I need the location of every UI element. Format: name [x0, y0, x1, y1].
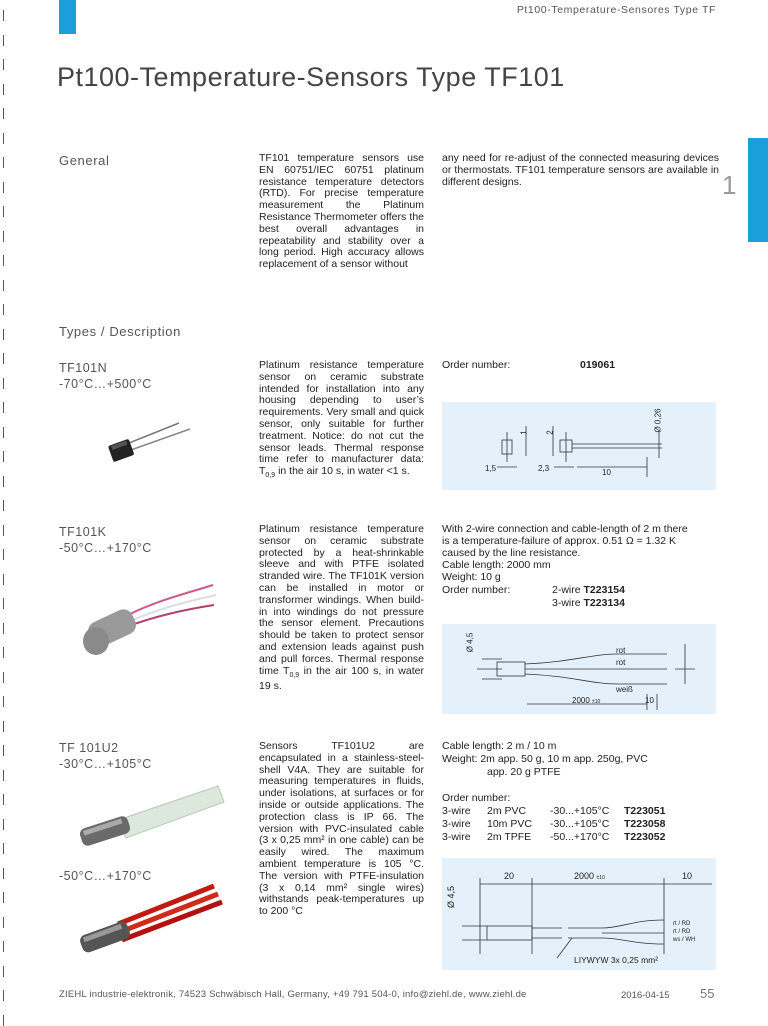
tf101k-sensor-photo [78, 575, 218, 665]
tf101u2-order-len: 2m TPFE [487, 831, 532, 843]
tf101u2-pvc-sensor-photo [78, 780, 228, 850]
tf101u2-order-len: 2m PVC [487, 805, 527, 817]
tf101u2-wire-rd-1: rt / RD [673, 921, 691, 927]
margin-tick [3, 500, 4, 511]
tf101k-info-line-1: With 2-wire connection and cable-length of 2 m there [442, 523, 688, 535]
margin-tick [3, 843, 4, 854]
margin-tick [3, 770, 4, 781]
margin-tick [3, 917, 4, 928]
tf101u2-weight-2: app. 20 g PTFE [487, 766, 561, 778]
margin-tick [3, 451, 4, 462]
margin-tick [3, 10, 4, 21]
tf101u2-wire-rd-2: rt / RD [673, 929, 691, 935]
tf101u2-dim-diameter: Ø 4,5 [446, 885, 457, 909]
tf101u2-dim-a: 20 [504, 871, 515, 881]
margin-tick [3, 892, 4, 903]
tf101n-order-label: Order number: [442, 359, 511, 371]
chapter-side-tab [748, 138, 768, 242]
margin-tick [3, 353, 4, 364]
tf101k-dim-tail: 10 [645, 696, 654, 705]
footer-date: 2016-04-15 [621, 990, 670, 1001]
tf101u2-order-code: T223058 [624, 818, 666, 830]
tf101k-info-line-3: caused by the line resistance. [442, 547, 581, 559]
tf101n-range: -70°C…+500°C [59, 377, 152, 391]
margin-tick [3, 647, 4, 658]
margin-tick [3, 206, 4, 217]
tf101k-dim-diameter: Ø 4,5 [465, 632, 475, 653]
margin-tick [3, 1015, 4, 1026]
margin-tick [3, 133, 4, 144]
margin-tick [3, 182, 4, 193]
tf101u2-order-len: 10m PVC [487, 818, 532, 830]
tf101u2-cable-length: Cable length: 2 m / 10 m [442, 740, 557, 752]
margin-tick [3, 794, 4, 805]
tf101u2-dim-c: 10 [682, 871, 693, 881]
tf101n-dim-6: Ø 0,26 [653, 408, 663, 433]
margin-tick [3, 378, 4, 389]
tf101n-name: TF101N [59, 361, 108, 375]
tf101u2-ptfe-sensor-photo [78, 880, 228, 955]
tf101u2-weight-1: Weight: 2m app. 50 g, 10 m app. 250g, PVC [442, 753, 648, 765]
general-text-col2: any need for re-adjust of the connected measuring devices or thermostats. TF101 temperature sensors are available in different designs. [442, 152, 719, 188]
tf101k-name: TF101K [59, 525, 107, 539]
tf101u2-dimension-drawing [442, 858, 716, 970]
tf101n-sensor-photo [104, 415, 194, 470]
running-header: Pt100-Temperature-Sensores Type TF [516, 4, 716, 16]
general-text-col1: TF101 temperature sensors use EN 60751/IEC 60751 platinum resistance temperature detectors (RTD). For precise temperature measurement the Platinum Resistance Thermometer offers the best overall advantages in repeatability and stability over a long period. High accuracy allows replacement of a sensor without [259, 152, 424, 271]
tf101u2-wire-wh: ws / WH [673, 937, 696, 943]
margin-tick [3, 427, 4, 438]
margin-tick [3, 476, 4, 487]
footer-company: ZIEHL industrie-elektronik, 74523 Schwäbisch Hall, Germany, +49 791 504-0, info@ziehl.de, www.ziehl.de [59, 989, 527, 1000]
tf101u2-order-range: -50...+170°C [550, 831, 610, 843]
margin-tick [3, 329, 4, 340]
margin-tick [3, 721, 4, 732]
tf101k-wire-3: weiß [616, 685, 633, 694]
tf101u2-order-code: T223051 [624, 805, 666, 817]
general-heading: General [59, 153, 110, 168]
tf101k-wire-2: rot [616, 658, 626, 667]
tf101u2-order-wire: 3-wire [442, 818, 471, 830]
tf101u2-dim-b: 2000 ±10 [574, 871, 605, 881]
tf101k-info-line-2: is a temperature-failure of approx. 0.51 Ω = 1.32 K [442, 535, 677, 547]
margin-tick [3, 623, 4, 634]
chapter-number: 1 [722, 170, 737, 200]
tf101n-dim-5: 2 [545, 430, 555, 435]
tf101n-dim-4: 1 [519, 430, 529, 435]
margin-tick [3, 525, 4, 536]
margin-tick [3, 84, 4, 95]
page-number: 55 [700, 986, 715, 1001]
tf101u2-order-range: -30...+105°C [550, 805, 610, 817]
tf101n-dim-3: 10 [602, 468, 611, 477]
tf101k-dimension-drawing [442, 624, 716, 714]
tf101u2-range-ptfe: -50°C…+170°C [59, 869, 152, 883]
tf101u2-range-pvc: -30°C…+105°C [59, 757, 152, 771]
margin-tick [3, 672, 4, 683]
margin-tick [3, 868, 4, 879]
tf101n-dim-2: 2,3 [538, 464, 550, 473]
tf101n-order-number: 019061 [580, 359, 616, 371]
margin-tick [3, 157, 4, 168]
tf101u2-order-wire: 3-wire [442, 805, 471, 817]
margin-tick [3, 108, 4, 119]
margin-tick [3, 549, 4, 560]
margin-tick [3, 966, 4, 977]
tf101k-cable-length: Cable length: 2000 mm [442, 559, 551, 571]
tf101u2-order-code: T223052 [624, 831, 666, 843]
margin-tick [3, 304, 4, 315]
tf101k-description: Platinum resistance temperature sensor on ceramic substrate protected by a heat-shrinkable sleeve and with PTFE isolated stranded wire. The TF101K version can be installed in motor or transformer windings. When build-in into windings do not pressure the sensor element. Precautions should be taken to protect sensor and extension leads against push and pull forces. Thermal response time $T_{0,9}$ in the air 100 s, in water 19 s. [259, 523, 424, 693]
tf101k-weight: Weight: 10 g [442, 571, 501, 583]
tf101k-order-row-1: 2-wire T223154 [552, 584, 625, 596]
tf101u2-order-wire: 3-wire [442, 831, 471, 843]
types-heading: Types / Description [59, 324, 181, 339]
tf101u2-order-label: Order number: [442, 792, 511, 804]
tf101k-wire-1: rot [616, 646, 626, 655]
margin-tick [3, 696, 4, 707]
tf101k-order-row-2: 3-wire T223134 [552, 597, 625, 609]
tf101n-dimension-drawing [442, 402, 716, 490]
margin-tick [3, 59, 4, 70]
margin-tick [3, 598, 4, 609]
tf101k-dim-length: 2000 ±10 [572, 696, 601, 705]
margin-tick [3, 231, 4, 242]
tf101k-range: -50°C…+170°C [59, 541, 152, 555]
page-title: Pt100-Temperature-Sensors Type TF101 [57, 62, 565, 92]
tf101u2-name: TF 101U2 [59, 741, 119, 755]
margin-tick [3, 574, 4, 585]
tf101u2-description: Sensors TF101U2 are encapsulated in a stainless-steel-shell V4A. They are suitable for measuring temperatures in fluids, under isolations, at surfaces or for inside or outside applications. The protection class is IP 66. The version with PVC-insulated cable (3 x 0,25 mm² in one cable) can be easily wired. The maximum ambient temperature is 105 °C. The version with PTFE-insulation (3 x 0,14 mm² single wires) withstands peak-temperatures up to 200 °C [259, 740, 424, 918]
margin-tick [3, 819, 4, 830]
tf101u2-cable-type: LIYWYW 3x 0,25 mm² [574, 955, 659, 965]
tf101n-dim-1: 1,5 [485, 464, 497, 473]
margin-tick [3, 402, 4, 413]
margin-tick [3, 35, 4, 46]
margin-tick [3, 990, 4, 1001]
tf101u2-order-range: -30...+105°C [550, 818, 610, 830]
margin-tick [3, 745, 4, 756]
tf101n-description: Platinum resistance temperature sensor on ceramic substrate intended for installation into any housing depending to user’s requirements. Very small and quick sensor, only suitable for further treatment. Notice: do not cut the sensor leads. Thermal response time refer to manufacturer data: $T_{0,9}$ in the air 10 s, in water <1 s. [259, 359, 424, 480]
margin-tick [3, 941, 4, 952]
margin-tick [3, 255, 4, 266]
tf101k-order-label: Order number: [442, 584, 511, 596]
chapter-tab-top [59, 0, 76, 34]
margin-tick [3, 280, 4, 291]
